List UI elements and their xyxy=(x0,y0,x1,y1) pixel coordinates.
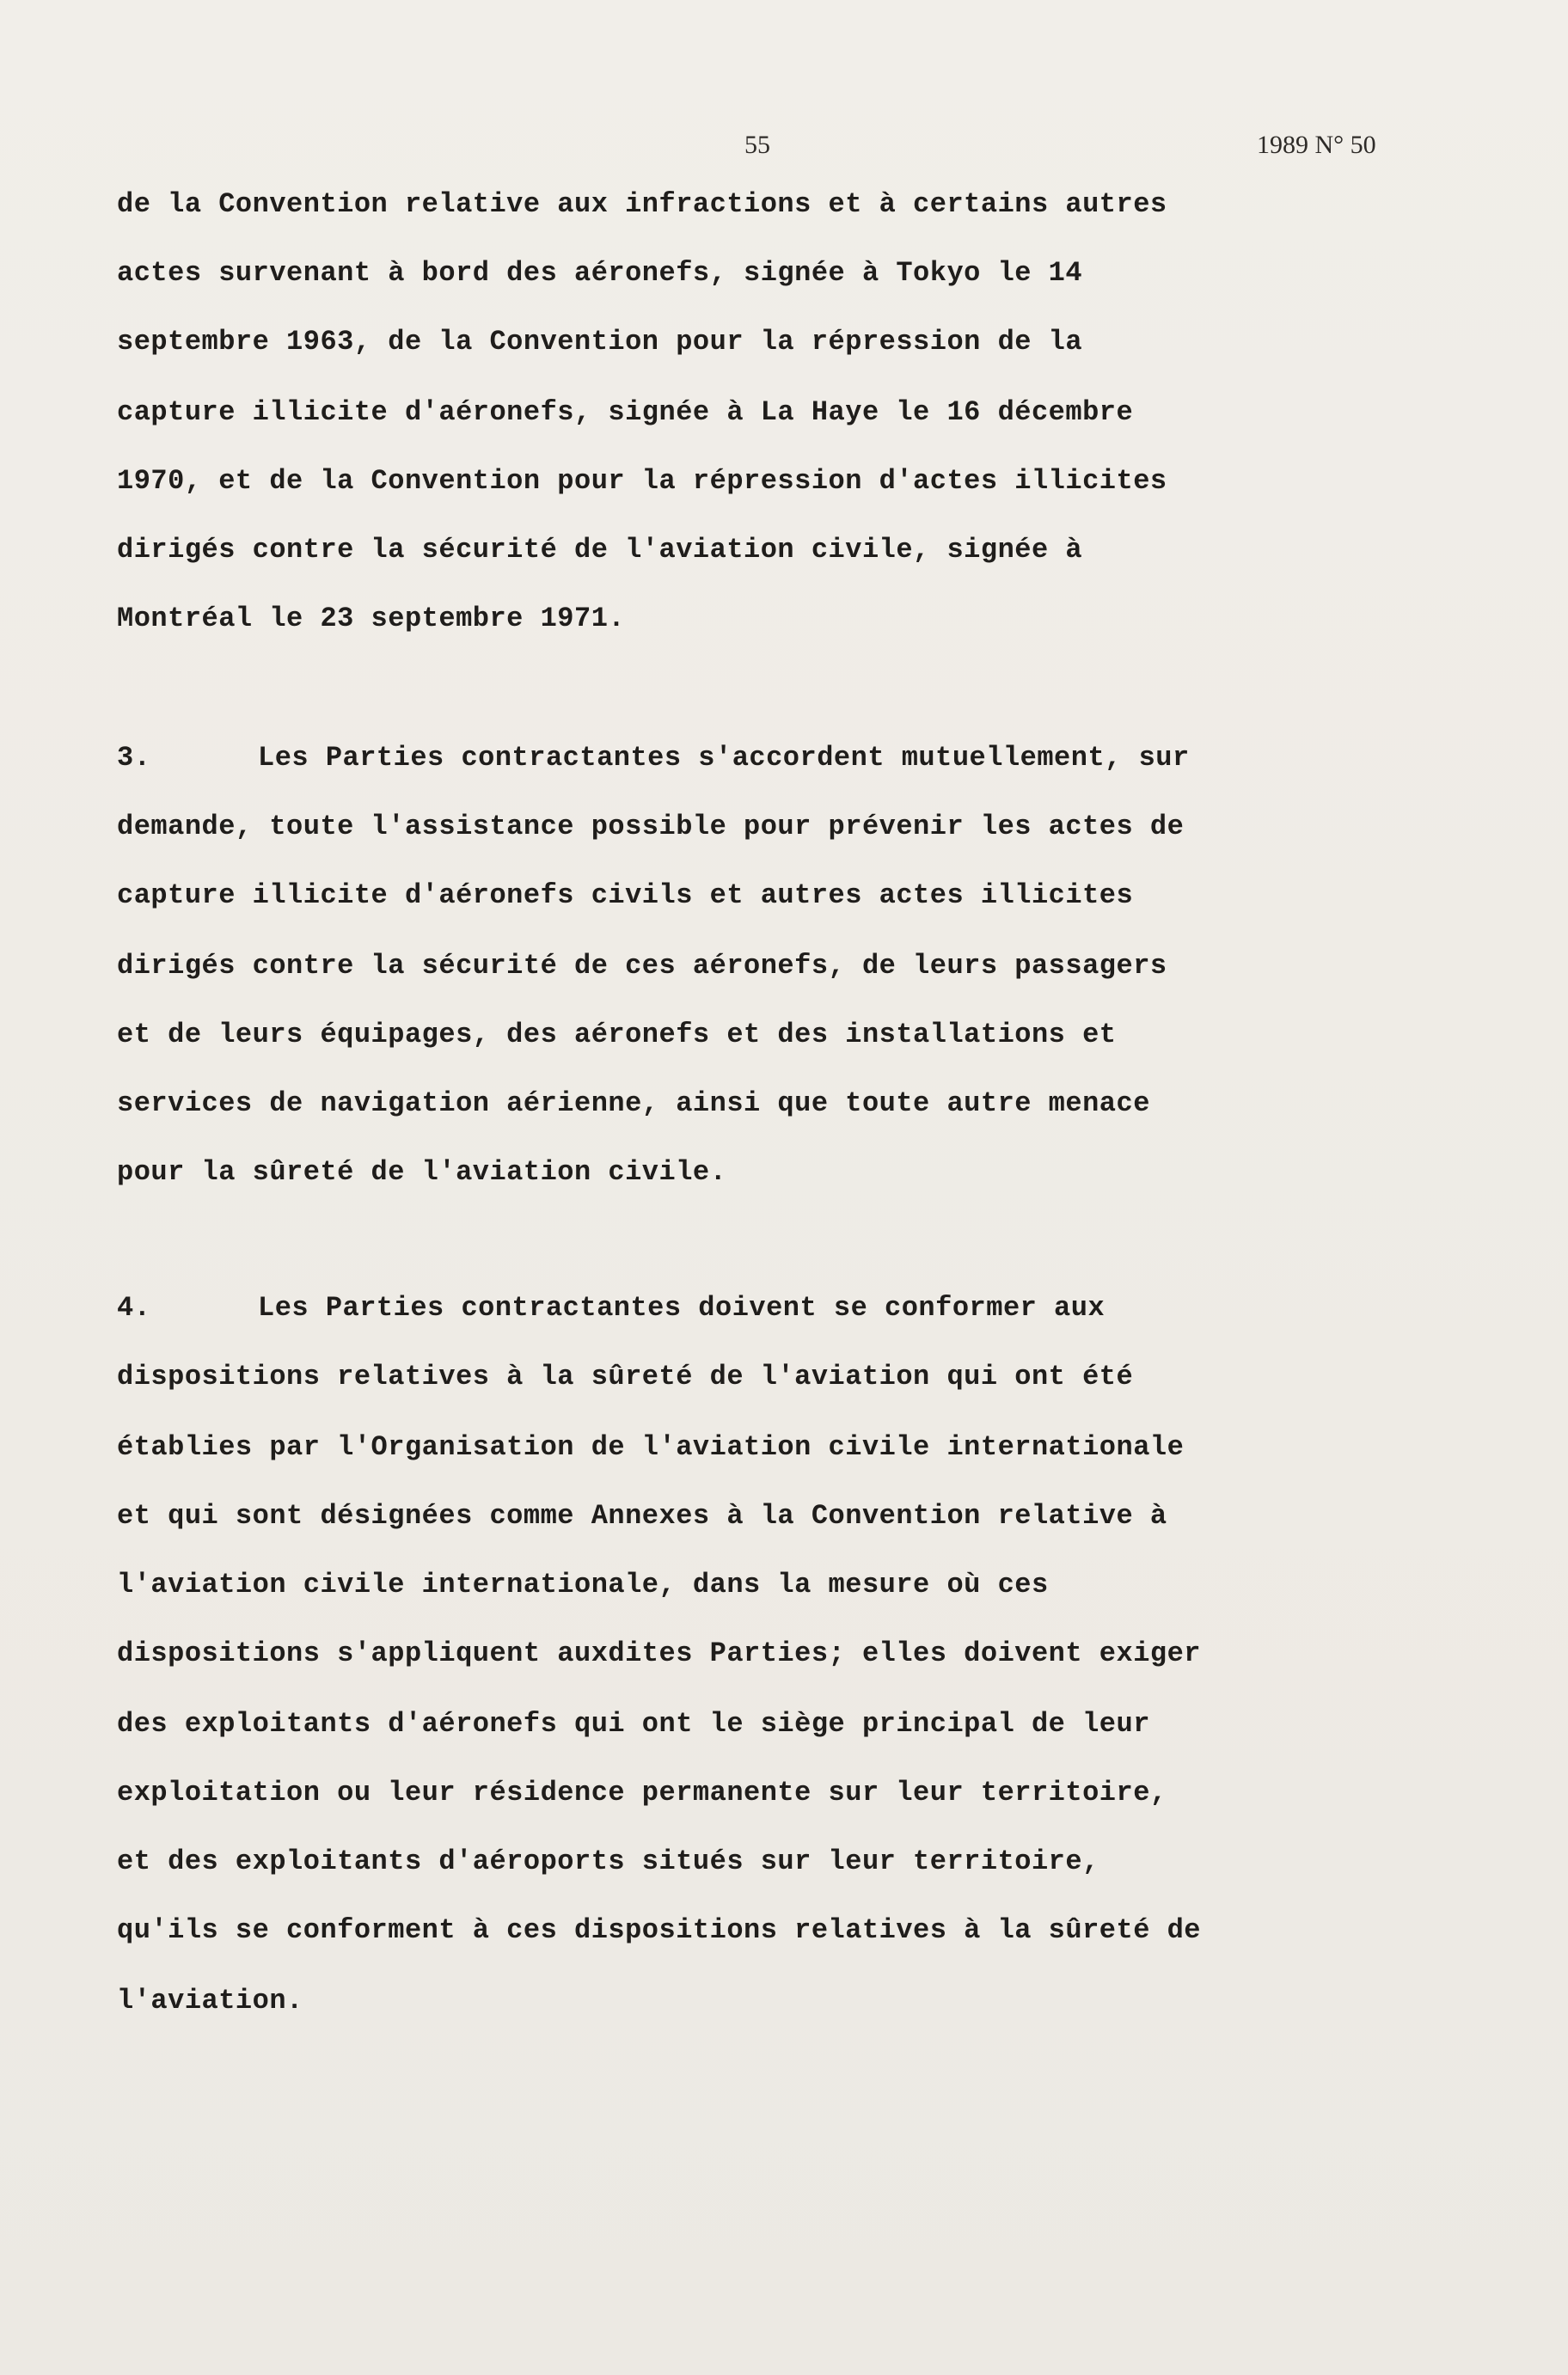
text-line: capture illicite d'aéronefs civils et autres actes illicites xyxy=(117,879,1134,911)
volume-year-number: 1989 N° 50 xyxy=(1257,131,1376,159)
text-line: dispositions relatives à la sûreté de l'aviation qui ont été xyxy=(117,1361,1134,1393)
text-line: pour la sûreté de l'aviation civile. xyxy=(117,1156,727,1188)
text-line: exploitation ou leur résidence permanente sur leur territoire, xyxy=(117,1777,1167,1809)
text-line: dirigés contre la sécurité de ces aéronefs, de leurs passagers xyxy=(117,950,1167,982)
text-line: septembre 1963, de la Convention pour la répression de la xyxy=(117,326,1083,358)
page-number: 55 xyxy=(744,131,770,159)
text-line: de la Convention relative aux infractions et à certains autres xyxy=(117,188,1167,220)
paragraph-first-line xyxy=(117,1291,1105,1325)
text-line: et qui sont désignées comme Annexes à la Convention relative à xyxy=(117,1500,1167,1532)
text-line: Montréal le 23 septembre 1971. xyxy=(117,603,626,634)
text-line: services de navigation aérienne, ainsi que toute autre menace xyxy=(117,1087,1150,1119)
text-line: l'aviation. xyxy=(117,1985,303,2017)
paragraph-first-line xyxy=(117,741,1190,775)
text-line: capture illicite d'aéronefs, signée à La Haye le 16 décembre xyxy=(117,396,1134,428)
text-line: et de leurs équipages, des aéronefs et des installations et xyxy=(117,1019,1117,1050)
text-line: Les Parties contractantes s'accordent mutuellement, sur xyxy=(258,742,1190,774)
paragraph-number: 4. xyxy=(117,1292,151,1324)
text-line: actes survenant à bord des aéronefs, signée à Tokyo le 14 xyxy=(117,257,1083,289)
text-line: des exploitants d'aéronefs qui ont le siège principal de leur xyxy=(117,1708,1150,1740)
text-line: 1970, et de la Convention pour la répression d'actes illicites xyxy=(117,465,1167,497)
text-line: et des exploitants d'aéroports situés sur leur territoire, xyxy=(117,1846,1099,1877)
paragraph-number: 3. xyxy=(117,742,151,774)
text-line: qu'ils se conforment à ces dispositions relatives à la sûreté de xyxy=(117,1914,1201,1946)
text-line: établies par l'Organisation de l'aviation civile internationale xyxy=(117,1431,1185,1463)
text-line: demande, toute l'assistance possible pour prévenir les actes de xyxy=(117,811,1185,842)
text-line: dirigés contre la sécurité de l'aviation civile, signée à xyxy=(117,534,1083,566)
text-line: dispositions s'appliquent auxdites Parties; elles doivent exiger xyxy=(117,1637,1201,1669)
text-line: l'aviation civile internationale, dans la mesure où ces xyxy=(117,1569,1049,1601)
text-line: Les Parties contractantes doivent se conformer aux xyxy=(258,1292,1106,1324)
